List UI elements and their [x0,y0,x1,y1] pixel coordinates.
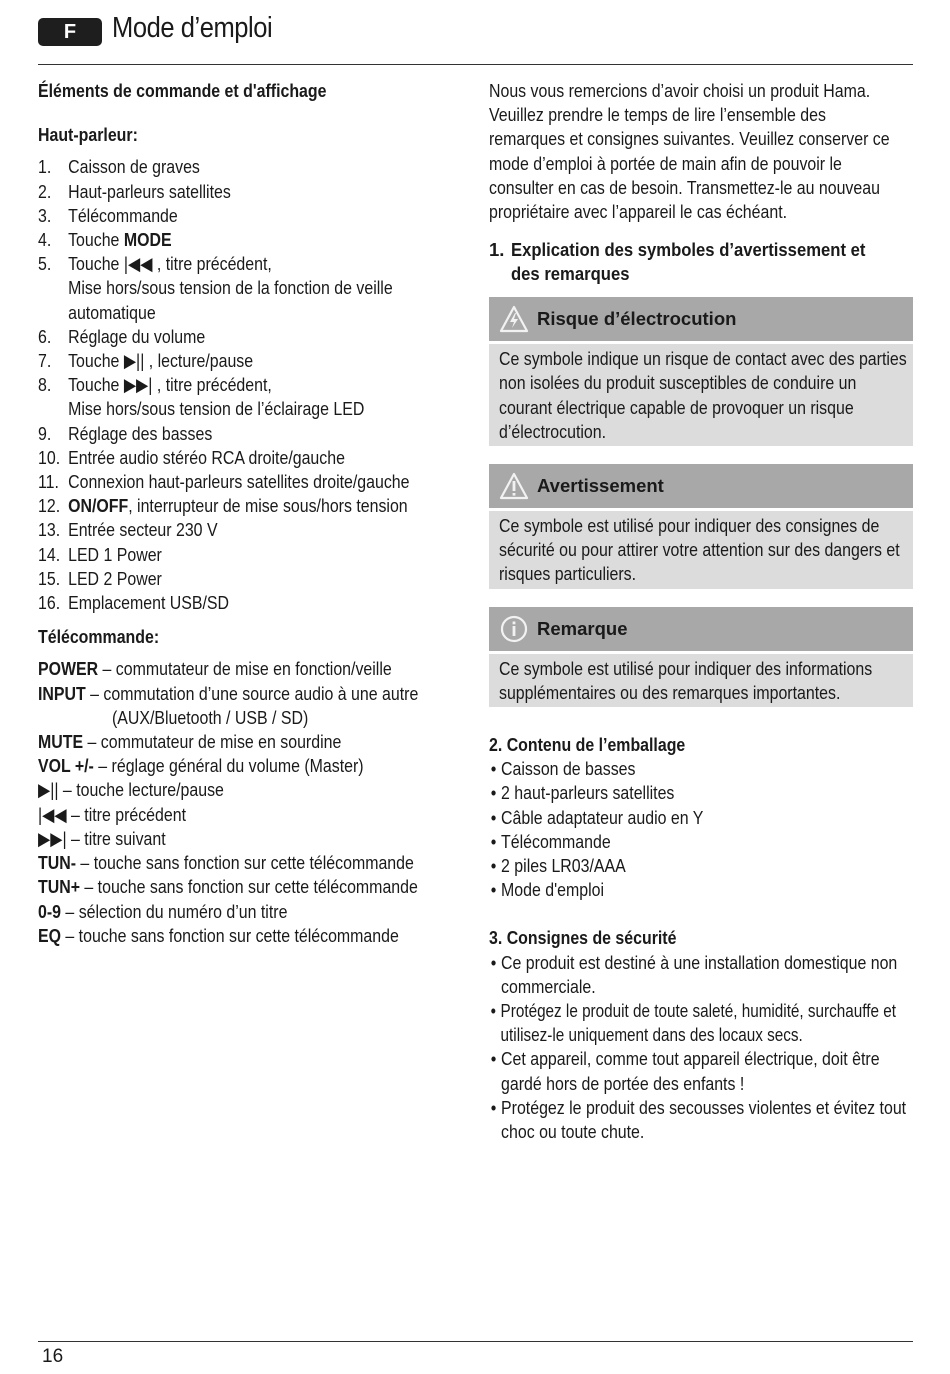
list-item: 7. Touche ▶|| , lecture/pause [38,350,254,372]
list-item: 11. Connexion haut-parleurs satellites droite/gauche [38,471,410,493]
list-item: 14. LED 1 Power [38,543,162,565]
section-3-title: 3. Consignes de sécurité [489,927,677,949]
remote-subtitle: Télécommande: [38,626,160,648]
list-item: TUN+ – touche sans fonction sur cette télécommande [38,876,418,898]
list-item: EQ – touche sans fonction sur cette télécommande [38,924,399,946]
list-item: MUTE – commutateur de mise en sourdine [38,731,342,753]
section-1-title: 1. Explication des symboles d’avertissement et des remarques [489,239,866,285]
list-item: 0-9 – sélection du numéro d’un titre [38,900,288,922]
list-item: • Mode d'emploi [489,878,912,902]
list-item: ▶▶| – titre suivant [38,827,166,849]
list-item: INPUT – commutation d’une source audio à une autre (AUX/Bluetooth / USB / SD) [38,682,419,728]
section-2-title: 2. Contenu de l’emballage [489,734,686,756]
list-item: 15. LED 2 Power [38,567,162,589]
list-item: 13. Entrée secteur 230 V [38,519,218,541]
list-item: TUN- – touche sans fonction sur cette télécommande [38,852,414,874]
notice-body: Ce symbole indique un risque de contact avec des parties non isolées du produit susceptibles de conduire un courant électrique capable de provoquer un risque d’électrocution. [499,348,907,442]
footer-divider [38,1341,913,1342]
list-item: 3. Télécommande [38,204,178,226]
page-header [38,14,913,65]
list-item: 10. Entrée audio stéréo RCA droite/gauche [38,446,345,468]
notice-title: Remarque [537,617,628,639]
list-item: • Caisson de basses [489,757,912,781]
intro-paragraph: Nous vous remercions d’avoir choisi un produit Hama. Veuillez prendre le temps de lire l’ensemble des remarques et consignes suivantes. Veuillez conserver ce mode d’emploi à portée de main afin de pouvoir le consulter en cas de besoin. Transmettez-le au nouveau propriétaire avec l’appareil le cas échéant. [489,80,890,223]
list-item: • Ce produit est destiné à une installation domestique non commerciale. [489,951,912,999]
electrocution-notice [489,297,913,446]
language-tab: F [38,18,102,46]
warning-notice [489,464,913,589]
electric-shock-warning-icon [499,304,529,334]
speaker-controls-list [38,155,467,615]
page-number: 16 [42,1346,64,1367]
package-contents-list [489,757,912,902]
notice-title: Risque d’électrocution [537,308,737,330]
list-item: 1. Caisson de graves [38,156,200,178]
notice-body: Ce symbole est utilisé pour indiquer des informations supplémentaires ou des remarques importantes. [499,657,873,703]
notice-title: Avertissement [537,474,664,496]
info-icon [499,614,529,644]
speaker-subtitle: Haut-parleur: [38,124,138,146]
controls-section-title: Éléments de commande et d'affichage [38,80,327,101]
list-item: • Protégez le produit de toute saleté, humidité, surchauffe et utilisez-le uniquement dans des locaux secs. [489,999,923,1047]
list-item: |◀◀ – titre précédent [38,803,187,825]
list-item: • Cet appareil, comme tout appareil électrique, doit être gardé hors de portée des enfants ! [489,1047,912,1095]
list-item: • Protégez le produit des secousses violentes et évitez tout choc ou toute chute. [489,1096,912,1144]
list-item: 9. Réglage des basses [38,422,213,444]
list-item: • 2 haut-parleurs satellites [489,781,912,805]
list-item: • Câble adaptateur audio en Y [489,806,912,830]
list-item: ▶|| – touche lecture/pause [38,779,224,801]
left-column [38,79,468,948]
list-item: 8. Touche ▶▶| , titre précédent, Mise hors/sous tension de l’éclairage LED [38,374,365,420]
right-column [489,79,913,1144]
notice-body: Ce symbole est utilisé pour indiquer des consignes de sécurité ou pour attirer votre attention sur des dangers et risques particuliers. [499,515,900,585]
list-item: POWER – commutateur de mise en fonction/veille [38,658,392,680]
page-title: Mode d’emploi [112,12,273,44]
list-item: 16. Emplacement USB/SD [38,592,230,614]
list-item: VOL +/- – réglage général du volume (Master) [38,755,364,777]
remark-notice [489,607,913,707]
warning-triangle-icon [499,471,529,501]
list-item: • Télécommande [489,830,912,854]
list-item: 12. ON/OFF, interrupteur de mise sous/hors tension [38,495,408,517]
list-item: 5. Touche |◀◀ , titre précédent, Mise hors/sous tension de la fonction de veille automatique [38,253,393,323]
list-item: 2. Haut-parleurs satellites [38,180,231,202]
list-item: 6. Réglage du volume [38,325,206,347]
safety-instructions-list [489,951,912,1145]
list-item: • 2 piles LR03/AAA [489,854,912,878]
list-item: 4. Touche MODE [38,229,172,251]
remote-controls-list [38,657,467,947]
